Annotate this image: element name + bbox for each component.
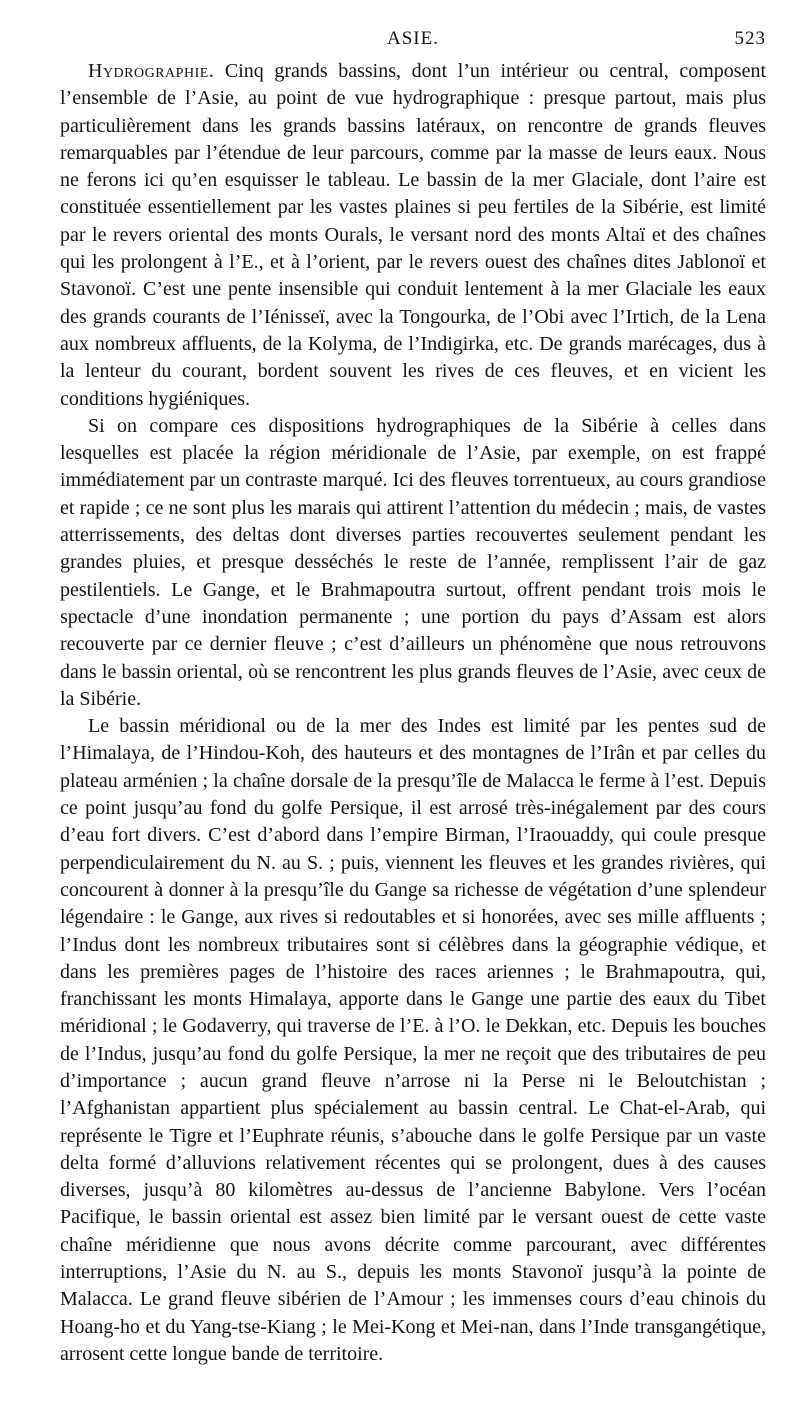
- page-number: 523: [734, 28, 766, 49]
- paragraph-text: Cinq grands bassins, dont l’un intérieur ou central, composent l’ensemble de l’Asie, au point de vue hydrographique : presque partout, mais plus particulièrement dans les grands bassins latéraux, on rencontre de grands fleuves remarquables par l’étendue de leur parcours, comme par la masse de leurs eaux. Nous ne ferons ici qu’en esquisser le tableau. Le bassin de la mer Glaciale, dont l’aire est constituée essentiellement par les vastes plaines si peu fertiles de la Sibérie, est limité par le revers oriental des monts Ourals, le versant nord des monts Altaï et des chaînes qui les prolongent à l’E., et à l’orient, par le revers ouest des chaînes dites Jablonoï et Stavonoï. C’est une pente insensible qui conduit lentement à la mer Glaciale les eaux des grands courants de l’Iénisseï, avec la Tongourka, de l’Obi avec l’Irtich, de la Lena aux nombreux affluents, de la Kolyma, de l’Indigirka, etc. De grands marécages, dus à la lenteur du courant, bordent souvent les rives de ces fleuves, et en vicient les conditions hygiéniques.: [60, 60, 767, 410]
- section-lead-hydrographie: Hydrographie.: [88, 60, 215, 82]
- paragraph-bassin-meridional: [60, 713, 766, 1368]
- running-title: ASIE.: [387, 28, 439, 49]
- paragraph-siberie-comparison: [60, 413, 766, 713]
- paragraph-text: Le bassin méridional ou de la mer des Indes est limité par les pentes sud de l’Himalaya, de l’Hindou-Koh, des hauteurs et des montagnes de l’Irân et par celles du plateau arménien ; la chaîne dorsale de la presqu’île de Malacca le ferme à l’est. Depuis ce point jusqu’au fond du golfe Persique, il est arrosé très-inégalement par des cours d’eau fort divers. C’est d’abord dans l’empire Birman, l’Iraouaddy, qui coule presque perpendiculairement du N. au S. ; puis, viennent les fleuves et les grandes rivières, qui concourent à donner à la presqu’île du Gange sa richesse de végétation d’une splendeur légendaire : le Gange, aux rives si redoutables et si honorées, avec ses mille affluents ; l’Indus dont les nombreux tributaires sont si célèbres dans la géographie védique, et dans les premières pages de l’histoire des races ariennes ; le Brahmapoutra, qui, franchissant les monts Himalaya, apporte dans le Gange une partie des eaux du Tibet méridional ; le Godaverry, qui traverse de l’E. à l’O. le Dekkan, etc. Depuis les bouches de l’Indus, jusqu’au fond du golfe Persique, la mer ne reçoit que des tributaires de peu d’importance ; aucun grand fleuve n’arrose ni la Perse ni le Beloutchistan ; l’Afghanistan appartient plus spécialement au bassin central. Le Chat-el-Arab, qui représente le Tigre et l’Euphrate réunis, s’abouche dans le golfe Persique par un vaste delta formé d’alluvions relativement récentes qui se prolongent, dues à des causes diverses, jusqu’à 80 kilomètres au-dessus de l’ancienne Babylone. Vers l’océan Pacifique, le bassin oriental est assez bien limité par le versant ouest de cette vaste chaîne méridienne que nous avons décrite comme parcourant, avec différentes interruptions, l’Asie du N. au S., depuis les monts Stavonoï jusqu’à la pointe de Malacca. Le grand fleuve sibérien de l’Amour ; les immenses cours d’eau chinois du Hoang-ho et du Yang-tse-Kiang ; le Mei-Kong et Mei-nan, dans l’Inde transgangétique, arrosent cette longue bande de territoire.: [60, 715, 766, 1365]
- document-page: [60, 28, 766, 1368]
- page-header: [60, 28, 766, 58]
- paragraph-text: Si on compare ces dispositions hydrographiques de la Sibérie à celles dans lesquelles est placée la région méridionale de l’Asie, par exemple, on est frappé immédiatement par un contraste marqué. Ici des fleuves torrentueux, au cours grandiose et rapide ; ce ne sont plus les marais qui attirent l’attention du médecin ; mais, de vastes atterrissements, des deltas dont diverses parties recouvertes seulement pendant les grandes pluies, et presque desséchés le reste de l’année, remplissent l’air de gaz pestilentiels. Le Gange, et le Brahmapoutra surtout, offrent pendant trois mois le spectacle d’une inondation permanente ; une portion du pays d’Assam est alors recouverte par ce dernier fleuve ; c’est d’ailleurs un phénomène que nous retrouvons dans le bassin oriental, où se rencontrent les plus grands fleuves de l’Asie, avec ceux de la Sibérie.: [60, 414, 766, 710]
- paragraph-hydrographie: [60, 58, 766, 413]
